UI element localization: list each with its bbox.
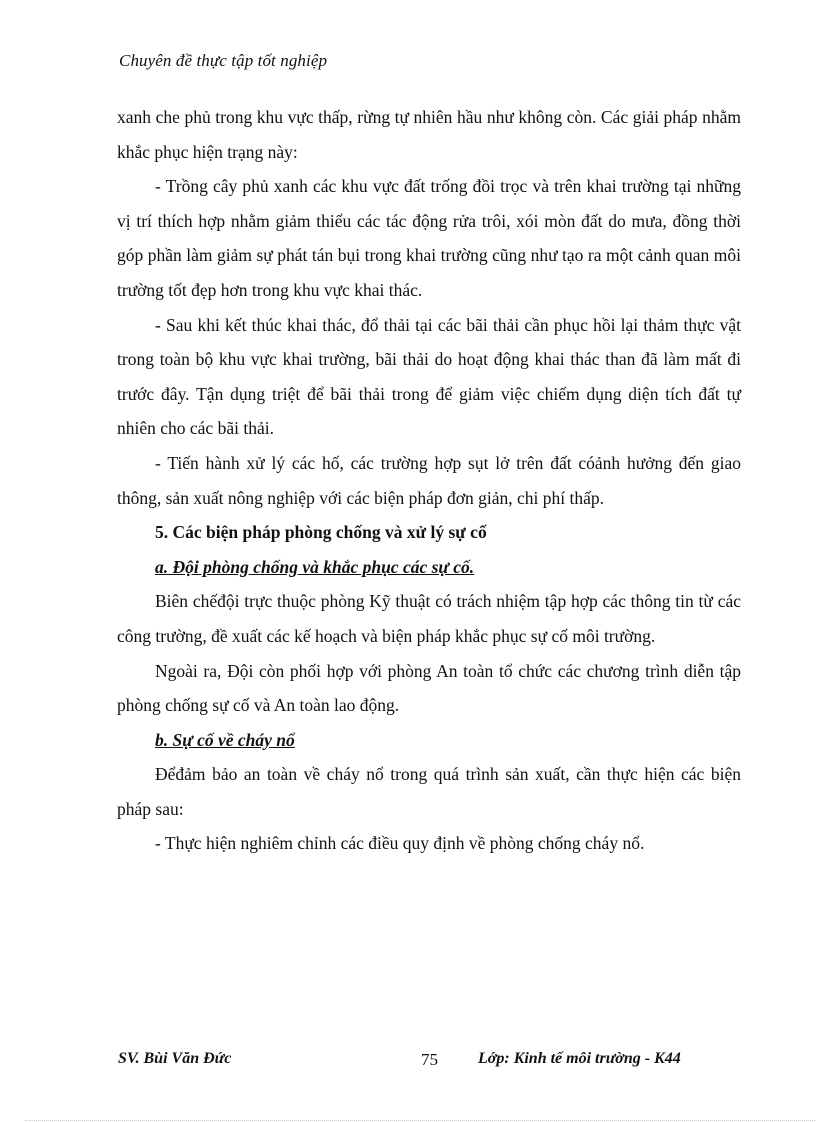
paragraph-team-organization: Biên chếđội trực thuộc phòng Kỹ thuật có trách nhiệm tập hợp các thông tin từ các công trường, đề xuất các kế hoạch và biện pháp khắc phục sự cố môi trường.	[117, 591, 741, 646]
subsection-heading-a: a. Đội phòng chống và khắc phục các sự cố.	[155, 556, 475, 577]
paragraph-handle-landslides: - Tiến hành xử lý các hố, các trường hợp sụt lở trên đất cóảnh hưởng đến giao thông, sản xuất nông nghiệp với các biện pháp đơn giản, chi phí thấp.	[117, 452, 741, 508]
paragraph-fire-safety: Đểđảm bảo an toàn về cháy nổ trong quá trình sản xuất, cần thực hiện các biện pháp sau:	[117, 764, 741, 819]
footer-student-name: SV. Bùi Văn Đức	[118, 1050, 232, 1067]
footer-page-number: 75	[421, 1050, 438, 1069]
subsection-heading-b: b. Sự cố về cháy nổ	[155, 729, 295, 750]
paragraph-restore-vegetation: - Sau khi kết thúc khai thác, đổ thải tại các bãi thải cần phục hồi lại thảm thực vật trong toàn bộ khu vực khai trường, bãi thải do hoạt động khai thác than đã làm mất đi trước đây. Tận dụng triệt để bãi thải trong để giảm việc chiếm dụng diện tích đất tự nhiên cho các bãi thải.	[117, 314, 741, 439]
page-bottom-divider	[25, 1120, 815, 1121]
paragraph-fire-regulations: - Thực hiện nghiêm chỉnh các điều quy định về phòng chống cháy nổ.	[155, 833, 645, 854]
footer-class-name: Lớp: Kinh tế môi trường - K44	[478, 1050, 681, 1067]
paragraph-team-cooperation: Ngoài ra, Đội còn phối hợp với phòng An toàn tổ chức các chương trình diễn tập phòng chống sự cố và An toàn lao động.	[117, 660, 741, 716]
paragraph-plant-trees: - Trồng cây phủ xanh các khu vực đất trống đồi trọc và trên khai trường tại những vị trí thích hợp nhằm giảm thiểu các tác động rửa trôi, xói mòn đất do mưa, đồng thời góp phần làm giảm sự phát tán bụi trong khai trường cũng như tạo ra một cảnh quan môi trường tốt đẹp hơn trong khu vực khai thác.	[117, 176, 741, 300]
section-heading-5: 5. Các biện pháp phòng chống và xử lý sự cố	[155, 522, 487, 543]
paragraph-continuation: xanh che phủ trong khu vực thấp, rừng tự nhiên hầu như không còn. Các giải pháp nhằm khắc phục hiện trạng này:	[117, 107, 741, 162]
page-header: Chuyên đề thực tập tốt nghiệp	[119, 51, 328, 70]
page-body	[117, 100, 741, 861]
